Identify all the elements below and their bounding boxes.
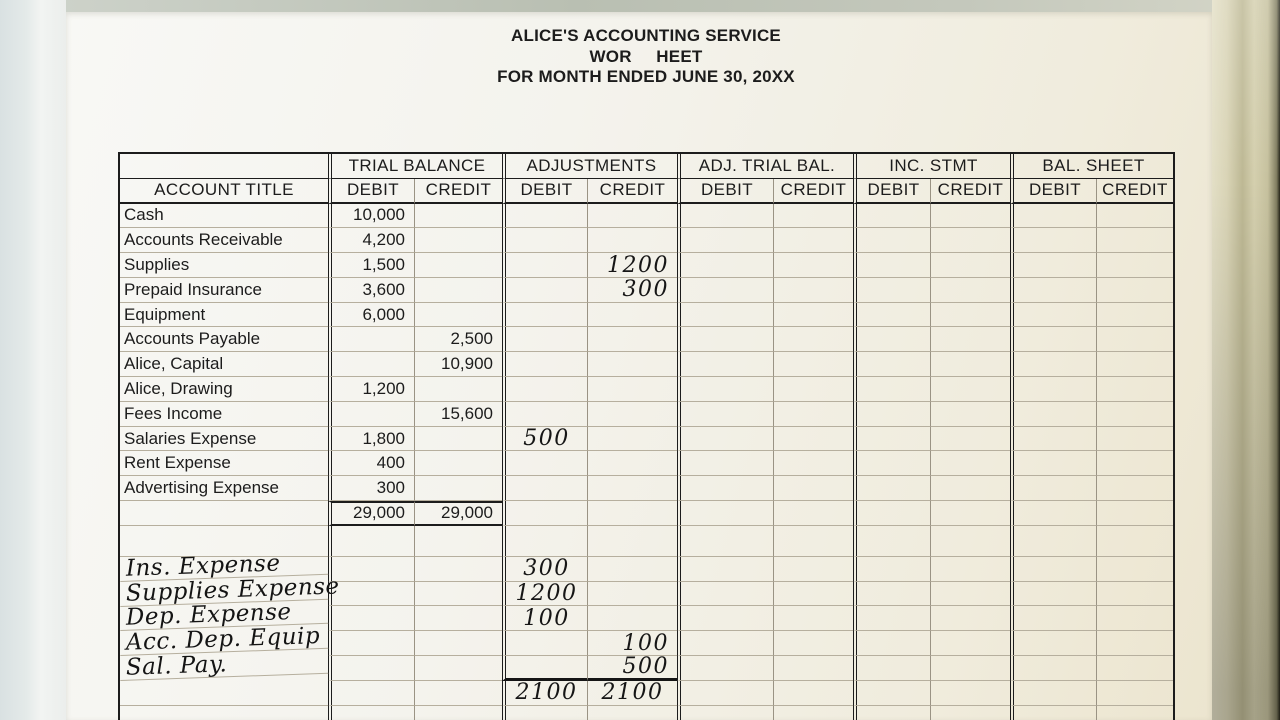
handwritten-account-cell: Ins. Expense (119, 550, 328, 582)
empty-cell (853, 327, 930, 352)
empty-cell (414, 606, 502, 631)
empty-cell (1010, 656, 1096, 681)
empty-cell (502, 631, 587, 656)
empty-cell (414, 656, 502, 681)
empty-cell (930, 204, 1010, 229)
trial-credit-cell: 2,500 (414, 327, 502, 352)
empty-cell (1096, 631, 1173, 656)
account-cell: Equipment (120, 303, 328, 328)
account-cell: Supplies (120, 253, 328, 278)
empty-cell (1010, 204, 1096, 229)
empty-cell (502, 352, 587, 377)
empty-cell (1096, 204, 1173, 229)
empty-cell (502, 278, 587, 303)
handwritten-account-cell: Sal. Pay. (119, 649, 328, 681)
empty-cell (587, 377, 677, 402)
empty-cell (853, 606, 930, 631)
empty-cell (1010, 501, 1096, 526)
empty-cell (414, 526, 502, 557)
empty-cell (502, 204, 587, 229)
empty-cell (930, 526, 1010, 557)
empty-cell (1010, 352, 1096, 377)
empty-cell (1010, 476, 1096, 501)
empty-cell (502, 303, 587, 328)
empty-cell (677, 204, 773, 229)
adjustment-row (120, 651, 1173, 681)
empty-cell (930, 402, 1010, 427)
group-adjustments: ADJUSTMENTS (502, 154, 677, 179)
account-cell: Cash (120, 204, 328, 229)
debit-header: DEBIT (1010, 179, 1096, 204)
empty-cell (773, 303, 853, 328)
trial-balance-totals-row (120, 501, 1173, 526)
empty-cell (773, 706, 853, 720)
trial-debit-total: 29,000 (328, 501, 414, 526)
empty-cell (328, 606, 414, 631)
empty-cell (502, 501, 587, 526)
empty-cell (328, 526, 414, 557)
header-debit-credit-row (120, 179, 1173, 204)
empty-cell (930, 557, 1010, 582)
header-group-row (120, 154, 1173, 179)
empty-cell (677, 327, 773, 352)
adjustments-credit-total-handwritten: 2100 (587, 681, 677, 706)
empty-cell (328, 582, 414, 607)
empty-cell (1096, 681, 1173, 706)
empty-cell (587, 501, 677, 526)
empty-cell (853, 706, 930, 720)
empty-cell (1010, 557, 1096, 582)
adjustment-debit-handwritten: 500 (502, 427, 587, 452)
empty-cell (1096, 427, 1173, 452)
group-adj-trial-bal: ADJ. TRIAL BAL. (677, 154, 853, 179)
empty-cell (930, 228, 1010, 253)
account-cell: Alice, Capital (120, 352, 328, 377)
empty-cell (930, 681, 1010, 706)
trial-debit-cell: 6,000 (328, 303, 414, 328)
account-cell: Fees Income (120, 402, 328, 427)
adjustment-debit-handwritten: 1200 (502, 582, 587, 607)
empty-cell (930, 303, 1010, 328)
title-block (396, 26, 896, 88)
empty-cell (773, 656, 853, 681)
empty-cell (1010, 228, 1096, 253)
handwritten-total-rule (502, 656, 587, 681)
adjustment-credit-handwritten: 100 (587, 631, 677, 656)
empty-cell (1096, 582, 1173, 607)
empty-cell (773, 228, 853, 253)
empty-cell (773, 681, 853, 706)
empty-cell (853, 303, 930, 328)
group-trial-balance: TRIAL BALANCE (328, 154, 502, 179)
trial-credit-cell: 15,600 (414, 402, 502, 427)
empty-cell (930, 451, 1010, 476)
document-name: WOR HEET (589, 46, 703, 66)
trial-debit-cell: 3,600 (328, 278, 414, 303)
empty-cell (930, 631, 1010, 656)
credit-header: CREDIT (773, 179, 853, 204)
trial-credit-total: 29,000 (414, 501, 502, 526)
empty-cell (502, 228, 587, 253)
empty-cell (930, 352, 1010, 377)
empty-cell (1096, 352, 1173, 377)
empty-cell (120, 501, 328, 526)
empty-cell (677, 606, 773, 631)
empty-cell (414, 228, 502, 253)
empty-cell (328, 402, 414, 427)
empty-cell (414, 681, 502, 706)
empty-cell (328, 681, 414, 706)
empty-cell (677, 526, 773, 557)
empty-cell (773, 204, 853, 229)
empty-cell (930, 253, 1010, 278)
empty-cell (773, 476, 853, 501)
empty-cell (328, 327, 414, 352)
empty-cell (677, 278, 773, 303)
empty-cell (773, 451, 853, 476)
debit-header: DEBIT (328, 179, 414, 204)
empty-cell (773, 278, 853, 303)
empty-cell (853, 377, 930, 402)
worksheet-table (118, 152, 1175, 720)
empty-cell (587, 582, 677, 607)
empty-cell (1096, 303, 1173, 328)
empty-cell (1010, 582, 1096, 607)
empty-cell (414, 451, 502, 476)
empty-cell (677, 427, 773, 452)
table-row (120, 352, 1173, 377)
empty-cell (587, 706, 677, 720)
empty-cell (677, 476, 773, 501)
empty-cell (853, 427, 930, 452)
empty-cell (853, 582, 930, 607)
empty-cell (853, 557, 930, 582)
adjustment-debit-handwritten: 300 (502, 557, 587, 582)
empty-cell (502, 327, 587, 352)
debit-header: DEBIT (502, 179, 587, 204)
empty-cell (1096, 377, 1173, 402)
empty-cell (930, 278, 1010, 303)
empty-cell (930, 501, 1010, 526)
empty-cell (677, 582, 773, 607)
table-row (120, 228, 1173, 253)
empty-cell (677, 377, 773, 402)
empty-cell (587, 352, 677, 377)
table-row (120, 327, 1173, 352)
credit-header: CREDIT (930, 179, 1010, 204)
empty-cell (328, 706, 414, 720)
empty-cell (587, 204, 677, 229)
empty-cell (502, 451, 587, 476)
empty-cell (328, 352, 414, 377)
empty-cell (853, 402, 930, 427)
empty-cell (120, 681, 328, 706)
empty-cell (853, 278, 930, 303)
empty-cell (1010, 377, 1096, 402)
trial-credit-cell: 10,900 (414, 352, 502, 377)
credit-header: CREDIT (414, 179, 502, 204)
account-cell: Rent Expense (120, 451, 328, 476)
empty-cell (677, 501, 773, 526)
empty-cell (1096, 526, 1173, 557)
empty-cell (677, 253, 773, 278)
empty-cell (853, 681, 930, 706)
background-left-surface (0, 0, 66, 720)
empty-cell (587, 606, 677, 631)
empty-cell (328, 557, 414, 582)
empty-cell (1010, 681, 1096, 706)
account-title-header: ACCOUNT TITLE (120, 179, 328, 204)
empty-cell (587, 476, 677, 501)
table-row (120, 476, 1173, 501)
empty-cell (1010, 278, 1096, 303)
empty-cell (1010, 327, 1096, 352)
empty-cell (120, 706, 328, 720)
empty-cell (1010, 631, 1096, 656)
empty-cell (587, 427, 677, 452)
empty-cell (502, 526, 587, 557)
empty-cell (414, 427, 502, 452)
empty-cell (677, 228, 773, 253)
empty-cell (502, 402, 587, 427)
empty-cell (1010, 303, 1096, 328)
empty-cell (414, 706, 502, 720)
table-row (120, 303, 1173, 328)
empty-cell (677, 303, 773, 328)
empty-cell (773, 582, 853, 607)
empty-cell (414, 377, 502, 402)
handwritten-account-cell: Supplies Expense (119, 574, 328, 606)
empty-cell (587, 451, 677, 476)
background-right-surface (1212, 0, 1280, 720)
empty-cell (1010, 451, 1096, 476)
empty-cell (414, 476, 502, 501)
empty-cell (853, 253, 930, 278)
empty-cell (773, 377, 853, 402)
group-bal-sheet: BAL. SHEET (1010, 154, 1173, 179)
empty-cell (1010, 706, 1096, 720)
credit-header: CREDIT (587, 179, 677, 204)
account-cell: Prepaid Insurance (120, 278, 328, 303)
debit-header: DEBIT (853, 179, 930, 204)
empty-cell (930, 327, 1010, 352)
empty-cell (773, 327, 853, 352)
empty-cell (1096, 656, 1173, 681)
empty-cell (773, 501, 853, 526)
account-cell: Salaries Expense (120, 427, 328, 452)
empty-cell (773, 352, 853, 377)
empty-cell (414, 303, 502, 328)
empty-cell (930, 582, 1010, 607)
empty-cell (677, 451, 773, 476)
table-row (120, 204, 1173, 229)
empty-cell (414, 253, 502, 278)
table-row (120, 427, 1173, 452)
partial-row (120, 706, 1173, 720)
empty-cell (773, 606, 853, 631)
empty-cell (502, 377, 587, 402)
empty-cell (853, 476, 930, 501)
empty-cell (502, 706, 587, 720)
empty-cell (773, 253, 853, 278)
empty-cell (930, 427, 1010, 452)
empty-cell (587, 557, 677, 582)
empty-cell (773, 427, 853, 452)
adjustments-totals-row (120, 681, 1173, 706)
empty-cell (1010, 526, 1096, 557)
credit-header: CREDIT (1096, 179, 1173, 204)
account-cell: Accounts Receivable (120, 228, 328, 253)
table-row (120, 377, 1173, 402)
trial-debit-cell: 10,000 (328, 204, 414, 229)
trial-debit-cell: 400 (328, 451, 414, 476)
empty-cell (930, 656, 1010, 681)
empty-cell (120, 154, 328, 179)
empty-cell (1010, 427, 1096, 452)
empty-cell (930, 377, 1010, 402)
empty-cell (853, 228, 930, 253)
table-row (120, 253, 1173, 278)
empty-cell (853, 501, 930, 526)
empty-cell (677, 656, 773, 681)
trial-debit-cell: 1,800 (328, 427, 414, 452)
empty-cell (1010, 402, 1096, 427)
empty-cell (587, 228, 677, 253)
empty-cell (773, 631, 853, 656)
empty-cell (1096, 278, 1173, 303)
empty-cell (773, 557, 853, 582)
trial-debit-cell: 300 (328, 476, 414, 501)
trial-debit-cell: 4,200 (328, 228, 414, 253)
empty-cell (414, 582, 502, 607)
account-cell: Alice, Drawing (120, 377, 328, 402)
table-row (120, 278, 1173, 303)
empty-cell (587, 303, 677, 328)
empty-cell (587, 402, 677, 427)
empty-cell (1096, 557, 1173, 582)
empty-cell (1010, 253, 1096, 278)
group-inc-stmt: INC. STMT (853, 154, 1010, 179)
adjustment-credit-handwritten: 1200 (587, 253, 677, 278)
empty-cell (853, 526, 930, 557)
empty-cell (853, 451, 930, 476)
empty-cell (502, 253, 587, 278)
empty-cell (677, 557, 773, 582)
company-name: ALICE'S ACCOUNTING SERVICE (511, 26, 781, 45)
empty-cell (853, 204, 930, 229)
empty-cell (853, 352, 930, 377)
table-row (120, 451, 1173, 476)
empty-cell (587, 327, 677, 352)
adjustment-debit-handwritten: 100 (502, 606, 587, 631)
empty-cell (853, 631, 930, 656)
empty-cell (328, 631, 414, 656)
empty-cell (1010, 606, 1096, 631)
empty-cell (1096, 402, 1173, 427)
empty-cell (1096, 327, 1173, 352)
empty-cell (930, 476, 1010, 501)
adjustments-debit-total-handwritten: 2100 (502, 681, 587, 706)
empty-cell (414, 204, 502, 229)
account-cell: Advertising Expense (120, 476, 328, 501)
adjustment-credit-handwritten: 500 (587, 656, 677, 681)
trial-debit-cell: 1,500 (328, 253, 414, 278)
empty-cell (1096, 228, 1173, 253)
table-row (120, 402, 1173, 427)
empty-cell (587, 526, 677, 557)
empty-cell (1096, 706, 1173, 720)
empty-cell (677, 681, 773, 706)
empty-cell (414, 631, 502, 656)
empty-cell (1096, 476, 1173, 501)
empty-cell (773, 526, 853, 557)
handwritten-account-cell: Dep. Expense (119, 599, 328, 631)
empty-cell (414, 557, 502, 582)
empty-cell (930, 606, 1010, 631)
trial-debit-cell: 1,200 (328, 377, 414, 402)
debit-header: DEBIT (677, 179, 773, 204)
empty-cell (502, 476, 587, 501)
empty-cell (1096, 606, 1173, 631)
empty-cell (677, 706, 773, 720)
adjustment-credit-handwritten: 300 (587, 278, 677, 303)
empty-cell (1096, 501, 1173, 526)
empty-cell (677, 352, 773, 377)
empty-cell (414, 278, 502, 303)
empty-cell (773, 402, 853, 427)
empty-cell (677, 402, 773, 427)
period-line: FOR MONTH ENDED JUNE 30, 20XX (497, 67, 795, 86)
empty-cell (328, 656, 414, 681)
empty-cell (853, 656, 930, 681)
empty-cell (930, 706, 1010, 720)
empty-cell (1096, 253, 1173, 278)
empty-cell (677, 631, 773, 656)
handwritten-account-cell: Acc. Dep. Equip (119, 624, 328, 656)
account-cell: Accounts Payable (120, 327, 328, 352)
empty-cell (1096, 451, 1173, 476)
